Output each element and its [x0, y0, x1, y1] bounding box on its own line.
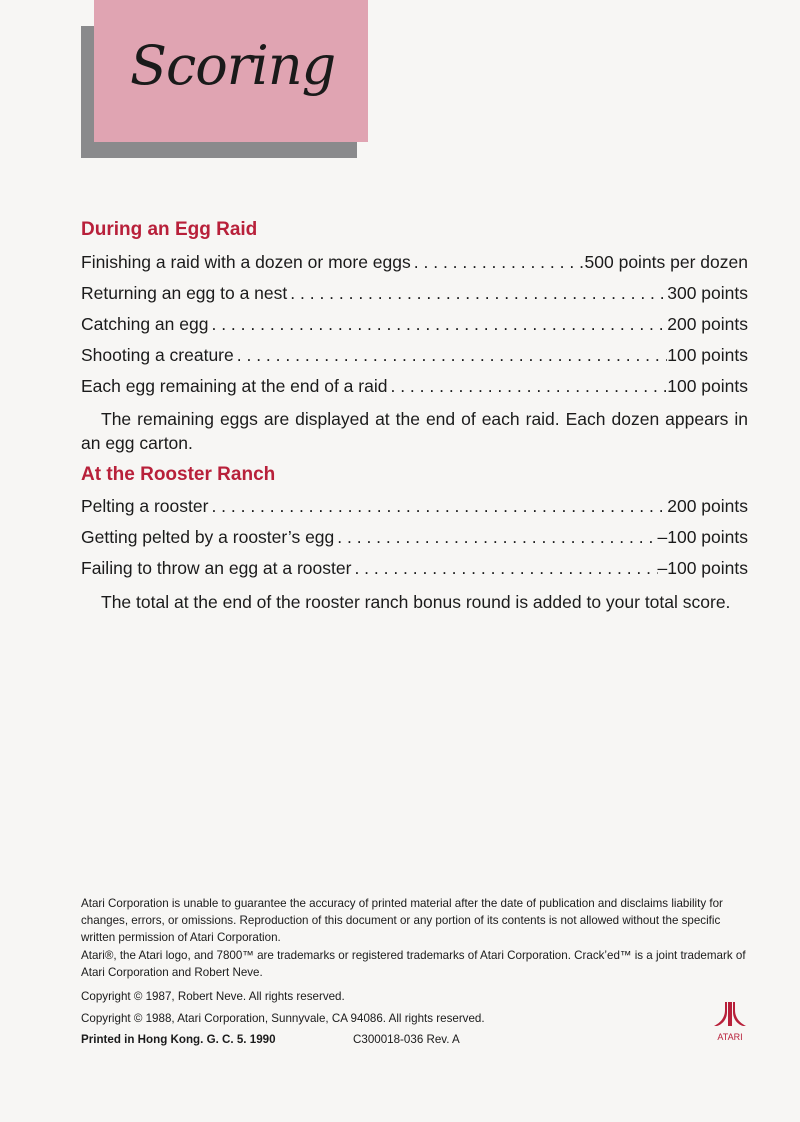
printed-location: Printed in Hong Kong. G. C. 5. 1990 [81, 1033, 276, 1046]
score-label: Getting pelted by a rooster’s egg [81, 527, 335, 547]
score-value: 100 points [667, 345, 748, 365]
leader-dots [234, 345, 667, 366]
score-row [81, 314, 748, 340]
legal-disclaimer: Atari Corporation is unable to guarantee the accuracy of printed material after the date of publication and disclaims liability for changes, errors, or omissions. Reproduction of this document or any portion of its contents is not allowed without the specific written permission of Atari Corporation. [81, 897, 723, 944]
score-label: Catching an egg [81, 314, 209, 334]
score-value: 100 points [667, 376, 748, 396]
copyright-atari: Copyright © 1988, Atari Corporation, Sunnyvale, CA 94086. All rights reserved. [81, 1012, 485, 1025]
atari-logo-text: ATARI [717, 1032, 743, 1042]
score-label: Finishing a raid with a dozen or more eggs [81, 252, 411, 272]
score-value: –100 points [657, 558, 748, 578]
score-row [81, 345, 748, 371]
part-number: C300018-036 Rev. A [353, 1033, 460, 1046]
score-row [81, 496, 748, 522]
leader-dots [387, 376, 667, 397]
section-note: The total at the end of the rooster ranch bonus round is added to your total score. [101, 592, 731, 612]
page-title: Scoring [130, 34, 336, 97]
score-row [81, 558, 748, 584]
section-heading-egg-raid: During an Egg Raid [81, 219, 258, 240]
score-value: 200 points [667, 314, 748, 334]
print-info [81, 1033, 551, 1046]
section-note: The remaining eggs are displayed at the end of each raid. Each dozen appears in an egg carton. [81, 409, 748, 453]
score-row [81, 376, 748, 402]
score-row [81, 283, 748, 309]
legal-trademarks: Atari®, the Atari logo, and 7800™ are trademarks or registered trademarks of Atari Corporation. Crack’ed™ is a joint trademark of Atari Corporation and Robert Neve. [81, 949, 746, 979]
score-row [81, 252, 748, 278]
leader-dots [351, 558, 657, 579]
score-value: –100 points [657, 527, 748, 547]
leader-dots [208, 314, 667, 335]
score-label: Shooting a creature [81, 345, 234, 365]
atari-logo [712, 1000, 748, 1044]
atari-fuji-icon [712, 1000, 748, 1044]
score-label: Returning an egg to a nest [81, 283, 288, 303]
leader-dots [411, 252, 585, 273]
score-label: Failing to throw an egg at a rooster [81, 558, 352, 578]
score-label: Pelting a rooster [81, 496, 209, 516]
score-value: 200 points [667, 496, 748, 516]
section-heading-rooster-ranch: At the Rooster Ranch [81, 464, 276, 485]
leader-dots [287, 283, 667, 304]
leader-dots [208, 496, 667, 517]
copyright-robert-neve: Copyright © 1987, Robert Neve. All rights reserved. [81, 990, 345, 1003]
score-value: 300 points [667, 283, 748, 303]
score-row [81, 527, 748, 553]
leader-dots [334, 527, 657, 548]
score-value: 500 points per dozen [584, 252, 748, 272]
score-label: Each egg remaining at the end of a raid [81, 376, 388, 396]
